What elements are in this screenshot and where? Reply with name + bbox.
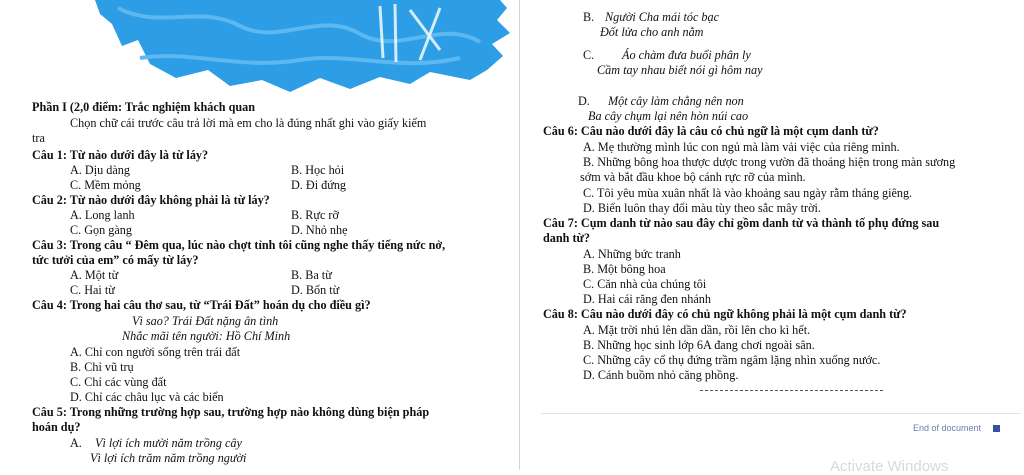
q3-question-line-2: tức tưởi của em” có mấy từ láy?: [32, 253, 199, 267]
q8-option-a: A. Mặt trời nhú lên dần dần, rồi lên cho kì hết.: [583, 323, 811, 337]
q7-option-c: C. Căn nhà của chúng tôi: [583, 277, 707, 291]
q1-option-a: A. Dịu dàng: [70, 163, 130, 177]
q4-option-b: B. Chỉ vũ trụ: [70, 360, 134, 374]
dashed-end-rule: [700, 390, 883, 391]
q2-option-a: A. Long lanh: [70, 208, 135, 222]
q2-option-d: D. Nhỏ nhẹ: [291, 223, 348, 237]
q7-question-line-2: danh từ?: [543, 231, 590, 245]
q1-option-c: C. Mềm mỏng: [70, 178, 141, 192]
q5-option-b-label: B.: [583, 10, 595, 24]
q7-question-line-1: Câu 7: Cụm danh từ nào sau đây chỉ gồm danh từ và thành tố phụ đứng sau: [543, 216, 940, 230]
q3-option-b: B. Ba từ: [291, 268, 332, 282]
q4-verse-2: Nhắc mãi tên người: Hồ Chí Minh: [122, 329, 291, 343]
q1-question: Câu 1: Từ nào dưới đây là từ láy?: [32, 148, 209, 162]
q5-question-line-2: hoán dụ?: [32, 420, 81, 434]
q4-verse-1: Vì sao? Trái Đất nặng ân tình: [132, 314, 279, 328]
q7-option-a: A. Những bức tranh: [583, 247, 681, 261]
q2-option-c: C. Gọn gàng: [70, 223, 132, 237]
q4-option-a: A. Chỉ con người sống trên trái đất: [70, 345, 241, 359]
q5-option-a-line-2: Vì lợi ích trăm năm trồng người: [90, 451, 247, 465]
q5-option-c-line-2: Cầm tay nhau biết nói gì hôm nay: [597, 63, 763, 77]
q1-option-d: D. Đi đứng: [291, 178, 347, 192]
q6-question: Câu 6: Câu nào dưới đây là câu có chủ ngữ là một cụm danh từ?: [543, 124, 879, 138]
q2-question: Câu 2: Từ nào dưới đây không phải là từ láy?: [32, 193, 270, 207]
q5-option-b-line-1: Người Cha mái tóc bạc: [605, 10, 720, 24]
q4-question: Câu 4: Trong hai câu thơ sau, từ “Trái Đất” hoán dụ cho điều gì?: [32, 298, 371, 312]
blue-scribble-decoration: [0, 0, 520, 98]
q4-option-c: C. Chỉ các vùng đất: [70, 375, 167, 389]
q2-option-b: B. Rực rỡ: [291, 208, 339, 222]
q5-question-line-1: Câu 5: Trong những trường hợp sau, trường hợp nào không dùng biện pháp: [32, 405, 430, 419]
instruction-line-2: tra: [32, 131, 45, 145]
end-of-document-label: End of document: [913, 423, 982, 433]
q6-option-d: D. Biển luôn thay đổi màu tùy theo sắc mây trời.: [583, 201, 821, 215]
q5-option-b-line-2: Đốt lửa cho anh nằm: [600, 25, 704, 39]
q5-option-c-label: C.: [583, 48, 595, 62]
q8-option-b: B. Những học sinh lớp 6A đang chơi ngoài sân.: [583, 338, 815, 352]
q6-option-b-line-2: sớm và bắt đầu khoe bộ cánh rực rỡ của mình.: [580, 170, 806, 184]
q8-option-c: C. Những cây cổ thụ đứng trầm ngâm lặng nhìn xuống nước.: [583, 353, 881, 367]
document-end-separator: [541, 413, 1021, 414]
column-divider: [519, 0, 520, 470]
q3-option-c: C. Hai từ: [70, 283, 115, 297]
q5-option-a-line-1: Vì lợi ích mười năm trồng cây: [95, 436, 242, 450]
q8-question: Câu 8: Câu nào dưới đây có chủ ngữ không phải là một cụm danh từ?: [543, 307, 907, 321]
q3-option-d: D. Bốn từ: [291, 283, 340, 297]
q3-question-line-1: Câu 3: Trong câu “ Đêm qua, lúc nào chợt tỉnh tôi cũng nghe thấy tiếng nức nở,: [32, 238, 446, 252]
q4-option-d: D. Chỉ các châu lục và các biển: [70, 390, 224, 404]
q6-option-c: C. Tôi yêu mùa xuân nhất là vào khoảng sau ngày rằm tháng giêng.: [583, 186, 913, 200]
q6-option-a: A. Mẹ thường mình lúc con ngủ mà làm vải việc của riêng mình.: [583, 140, 900, 154]
instruction-line-1: Chọn chữ cái trước câu trả lời mà em cho là đúng nhất ghi vào giấy kiểm: [70, 116, 427, 130]
q5-option-d-label: D.: [578, 94, 590, 108]
q5-option-d-line-2: Ba cây chụm lại nên hòn núi cao: [588, 109, 749, 123]
q3-option-a: A. Một từ: [70, 268, 119, 282]
q5-option-a-label: A.: [70, 436, 82, 450]
part-title: Phần I (2,0 điểm: Trắc nghiệm khách quan: [32, 100, 256, 114]
end-of-document-square-icon: [993, 425, 1000, 432]
q8-option-d: D. Cánh buồm nhỏ căng phồng.: [583, 368, 739, 382]
q1-option-b: B. Học hỏi: [291, 163, 345, 177]
scribble-fill: [95, 0, 510, 92]
q7-option-b: B. Một bông hoa: [583, 262, 666, 276]
q5-option-d-line-1: Một cây làm chẳng nên non: [608, 94, 744, 108]
q6-option-b-line-1: B. Những bông hoa thược dược trong vườn đã thoáng hiện trong màn sương: [583, 155, 956, 169]
q7-option-d: D. Hai cái răng đen nhánh: [583, 292, 711, 306]
activate-windows-watermark: Activate Windows: [830, 458, 949, 475]
q5-option-c-line-1: Áo chàm đưa buổi phân ly: [622, 48, 751, 62]
